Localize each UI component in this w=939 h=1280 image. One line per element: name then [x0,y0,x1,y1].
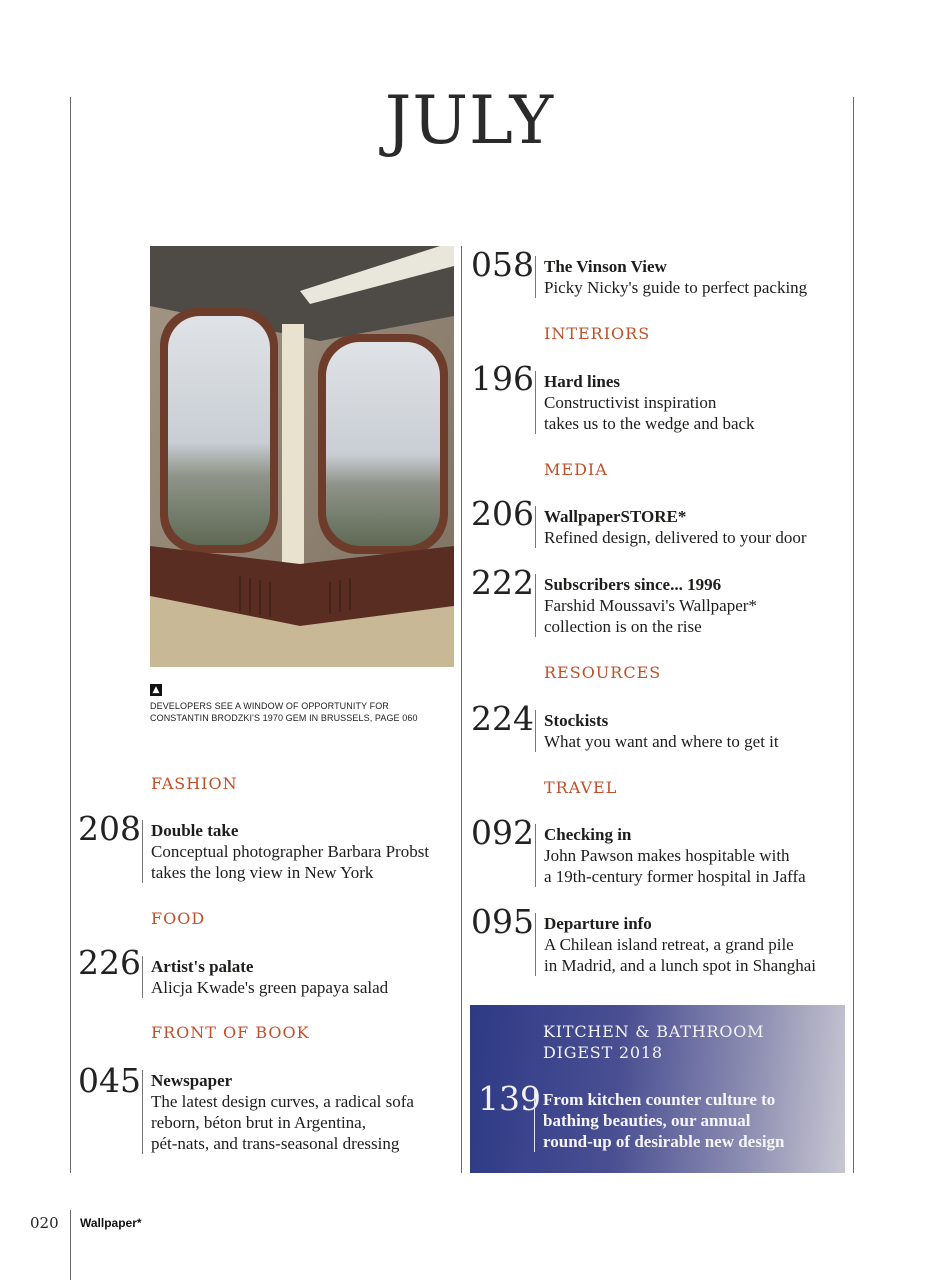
right-page-rule [853,97,854,1173]
caption-line: DEVELOPERS SEE A WINDOW OF OPPORTUNITY FOR [150,701,389,711]
footer-rule [70,1210,71,1280]
page-number-208: 208 [78,809,141,848]
section-travel: TRAVEL [544,778,618,797]
entry-desc: Refined design, delivered to your door [544,528,807,547]
entry-desc: takes us to the wedge and back [544,414,755,433]
toc-entry-stockists[interactable] [535,710,850,752]
section-resources: RESOURCES [544,663,662,682]
arrow-up-icon: ▲ [150,684,162,696]
entry-title: Stockists [544,711,609,730]
entry-desc: a 19th-century former hospital in Jaffa [544,867,806,886]
footer-brand: Wallpaper* [80,1216,142,1230]
toc-entry-hard-lines[interactable] [535,371,850,434]
entry-desc: From kitchen counter culture to [543,1090,776,1109]
entry-desc: Picky Nicky's guide to perfect packing [544,278,808,297]
toc-entry-checking-in[interactable] [535,824,850,887]
page-number-058: 058 [471,245,534,284]
section-front-of-book: FRONT OF BOOK [151,1023,310,1042]
entry-desc: reborn, béton brut in Argentina, [151,1113,366,1132]
footer-page-number: 020 [30,1214,59,1232]
page-number-045: 045 [78,1061,141,1100]
entry-title: Hard lines [544,372,621,391]
toc-entry-departure-info[interactable] [535,913,850,976]
entry-desc: The latest design curves, a radical sofa [151,1092,414,1111]
entry-desc: Farshid Moussavi's Wallpaper* [544,596,757,615]
entry-desc: Conceptual photographer Barbara Probst [151,842,430,861]
page-number-139: 139 [478,1079,541,1118]
page-number-095: 095 [471,902,534,941]
entry-desc: takes the long view in New York [151,863,374,882]
toc-entry-subscribers[interactable] [535,574,850,637]
kitchen-bathroom-digest-panel[interactable] [470,1005,845,1173]
entry-desc: pét-nats, and trans-seasonal dressing [151,1134,400,1153]
entry-title: Departure info [544,914,652,933]
entry-desc: What you want and where to get it [544,732,779,751]
page-number-196: 196 [471,359,534,398]
entry-desc: Constructivist inspiration [544,393,717,412]
photo-caption [150,700,460,724]
caption-line: CONSTANTIN BRODZKI'S 1970 GEM IN BRUSSELS, PAGE 060 [150,713,418,723]
digest-title-line: DIGEST 2018 [543,1043,663,1062]
entry-desc: in Madrid, and a lunch spot in Shanghai [544,956,816,975]
entry-desc: John Pawson makes hospitable with [544,846,790,865]
section-fashion: FASHION [151,774,238,793]
entry-title: Double take [151,821,239,840]
page-number-224: 224 [471,699,534,738]
page-number-092: 092 [471,813,534,852]
entry-title: Subscribers since... 1996 [544,575,722,594]
toc-entry-artists-palate[interactable] [142,956,457,998]
entry-title: Checking in [544,825,632,844]
window-photo-illustration [150,246,454,667]
page-title: JULY [384,82,555,159]
toc-entry-double-take[interactable] [142,820,457,883]
page-number-222: 222 [471,563,534,602]
feature-photo[interactable] [150,246,454,667]
digest-entry [534,1089,834,1152]
entry-title: WallpaperSTORE* [544,507,687,526]
section-interiors: INTERIORS [544,324,651,343]
entry-desc: bathing beauties, our annual [543,1111,751,1130]
center-column-rule [461,246,462,1173]
toc-entry-vinson-view[interactable] [535,256,850,298]
digest-title [543,1021,823,1063]
section-food: FOOD [151,909,206,928]
entry-desc: round-up of desirable new design [543,1132,785,1151]
entry-title: Artist's palate [151,957,254,976]
entry-title: Newspaper [151,1071,233,1090]
page-number-226: 226 [78,943,141,982]
left-page-rule [70,97,71,1173]
section-media: MEDIA [544,460,608,479]
page-number-206: 206 [471,494,534,533]
entry-desc: Alicja Kwade's green papaya salad [151,978,389,997]
digest-title-line: KITCHEN & BATHROOM [543,1022,765,1041]
entry-title: The Vinson View [544,257,667,276]
toc-entry-wallpaperstore[interactable] [535,506,850,548]
entry-desc: collection is on the rise [544,617,702,636]
entry-desc: A Chilean island retreat, a grand pile [544,935,794,954]
toc-entry-newspaper[interactable] [142,1070,457,1154]
